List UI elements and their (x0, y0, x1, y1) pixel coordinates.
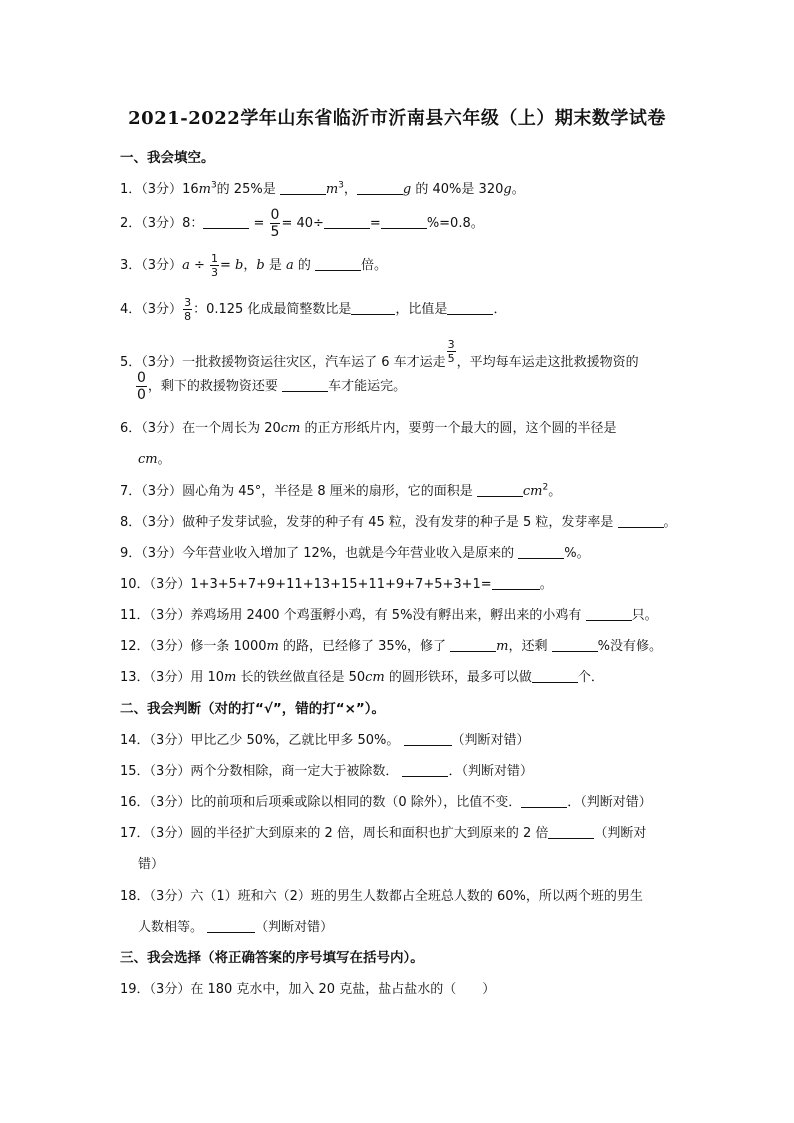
answer-blank[interactable] (381, 216, 427, 229)
answer-blank[interactable] (315, 258, 361, 271)
question-15: 15．（3分）两个分数相除，商一定大于被除数． ．（判断对错） (120, 764, 533, 779)
answer-blank[interactable] (450, 639, 496, 652)
answer-blank[interactable] (532, 670, 578, 683)
question-19: 19．（3分）在 180 克水中，加入 20 克盐，盐占盐水的（ ） (120, 982, 496, 997)
answer-blank[interactable] (203, 216, 249, 229)
question-2: 2．（3分）8： = $\frac{0}{5}$ = 40÷ = %=0.8。 (120, 207, 484, 240)
question-6-continued: cm。 (138, 452, 171, 467)
question-16: 16．（3分）比的前项和后项乘或除以相同的数（0 除外），比值不变． ．（判断对错） (120, 795, 652, 810)
question-11: 11．（3分）养鸡场用 2400 个鸡蛋孵小鸡，有 5%没有孵出来，孵出来的小鸡有 只。 (120, 608, 658, 623)
fraction: $\frac{0}{0}$ (137, 370, 146, 403)
section-heading-multiple-choice: 三、我会选择（将正确答案的序号填写在括号内）。 (120, 950, 424, 966)
answer-blank[interactable] (518, 546, 564, 559)
question-18: 18．（3分）六（1）班和六（2）班的男生人数都占全班总人数的 60%，所以两个班的男生 (120, 889, 643, 904)
question-12: 12．（3分）修一条 1000m 的路，已经修了 35%，修了 m，还剩 %没有修。 (120, 639, 662, 654)
answer-blank[interactable] (618, 515, 664, 528)
question-4: 4．（3分） $\frac{3}{8}$ ：0.125 化成最简整数比是 ，比值是 ． (120, 296, 507, 323)
answer-blank[interactable] (586, 608, 632, 621)
section-heading-true-false: 二、我会判断（对的打“√”，错的打“×”）。 (120, 701, 386, 717)
question-17-continued: 错） (138, 857, 165, 872)
fraction: $\frac{3}{5}$ (447, 338, 455, 365)
answer-blank[interactable] (324, 216, 370, 229)
question-17: 17．（3分）圆的半径扩大到原来的 2 倍，周长和面积也扩大到原来的 2 倍 （判断对 (120, 826, 647, 841)
answer-blank[interactable] (548, 826, 594, 839)
answer-blank[interactable] (351, 302, 395, 315)
question-6: 6．（3分）在一个周长为 20cm 的正方形纸片内，要剪一个最大的圆，这个圆的半径是 (120, 421, 617, 436)
answer-blank[interactable] (207, 920, 255, 933)
answer-blank[interactable] (280, 182, 326, 195)
question-7: 7．（3分）圆心角为 45°，半径是 8 厘米的扇形，它的面积是 $cm^2$。 (120, 482, 562, 499)
question-5: 5．（3分）一批救援物资运往灾区，汽车运了 6 车才运走 $\frac{3}{5}$ ，平均每车运走这批救援物资的 (120, 338, 639, 370)
fraction: $\frac{1}{3}$ (211, 252, 218, 279)
page-title: 2021-2022学年山东省临沂市沂南县六年级（上）期末数学试卷 (128, 108, 666, 129)
question-8: 8．（3分）做种子发芽试验，发芽的种子有 45 粒，没有发芽的种子是 5 粒，发芽率是 。 (120, 515, 677, 530)
answer-blank[interactable] (477, 484, 523, 497)
fraction: $\frac{3}{8}$ (184, 296, 192, 323)
answer-blank[interactable] (357, 182, 403, 195)
answer-blank[interactable] (521, 795, 567, 808)
answer-blank[interactable] (447, 302, 493, 315)
question-13: 13．（3分）用 10m 长的铁丝做直径是 50cm 的圆形铁环，最多可以做 个． (120, 670, 604, 685)
question-14: 14．（3分）甲比乙少 50%，乙就比甲多 50%。 （判断对错） (120, 733, 530, 748)
fraction: $\frac{0}{5}$ (270, 207, 280, 240)
answer-blank[interactable] (404, 733, 452, 746)
answer-blank[interactable] (402, 764, 448, 777)
answer-blank[interactable] (552, 639, 598, 652)
question-5-continued: $\frac{0}{0}$ ，剩下的救援物资还要 车才能运完。 (137, 370, 407, 403)
answer-blank[interactable] (492, 577, 540, 590)
question-10: 10．（3分）1+3+5+7+9+11+13+15+11+9+7+5+3+1= 。 (120, 577, 553, 592)
question-18-continued: 人数相等。 （判断对错） (138, 920, 334, 935)
answer-blank[interactable] (282, 379, 328, 392)
question-1: 1．（3分）$16m^3$的 25%是 $m^3$， g 的 40%是 320g。 (120, 180, 525, 197)
question-9: 9．（3分）今年营业收入增加了 12%，也就是今年营业收入是原来的 %。 (120, 546, 590, 561)
question-3: 3．（3分）a ÷ $\frac{1}{3}$ = b，b 是 a 的 倍。 (120, 252, 388, 279)
section-heading-fill-in: 一、我会填空。 (120, 150, 215, 166)
